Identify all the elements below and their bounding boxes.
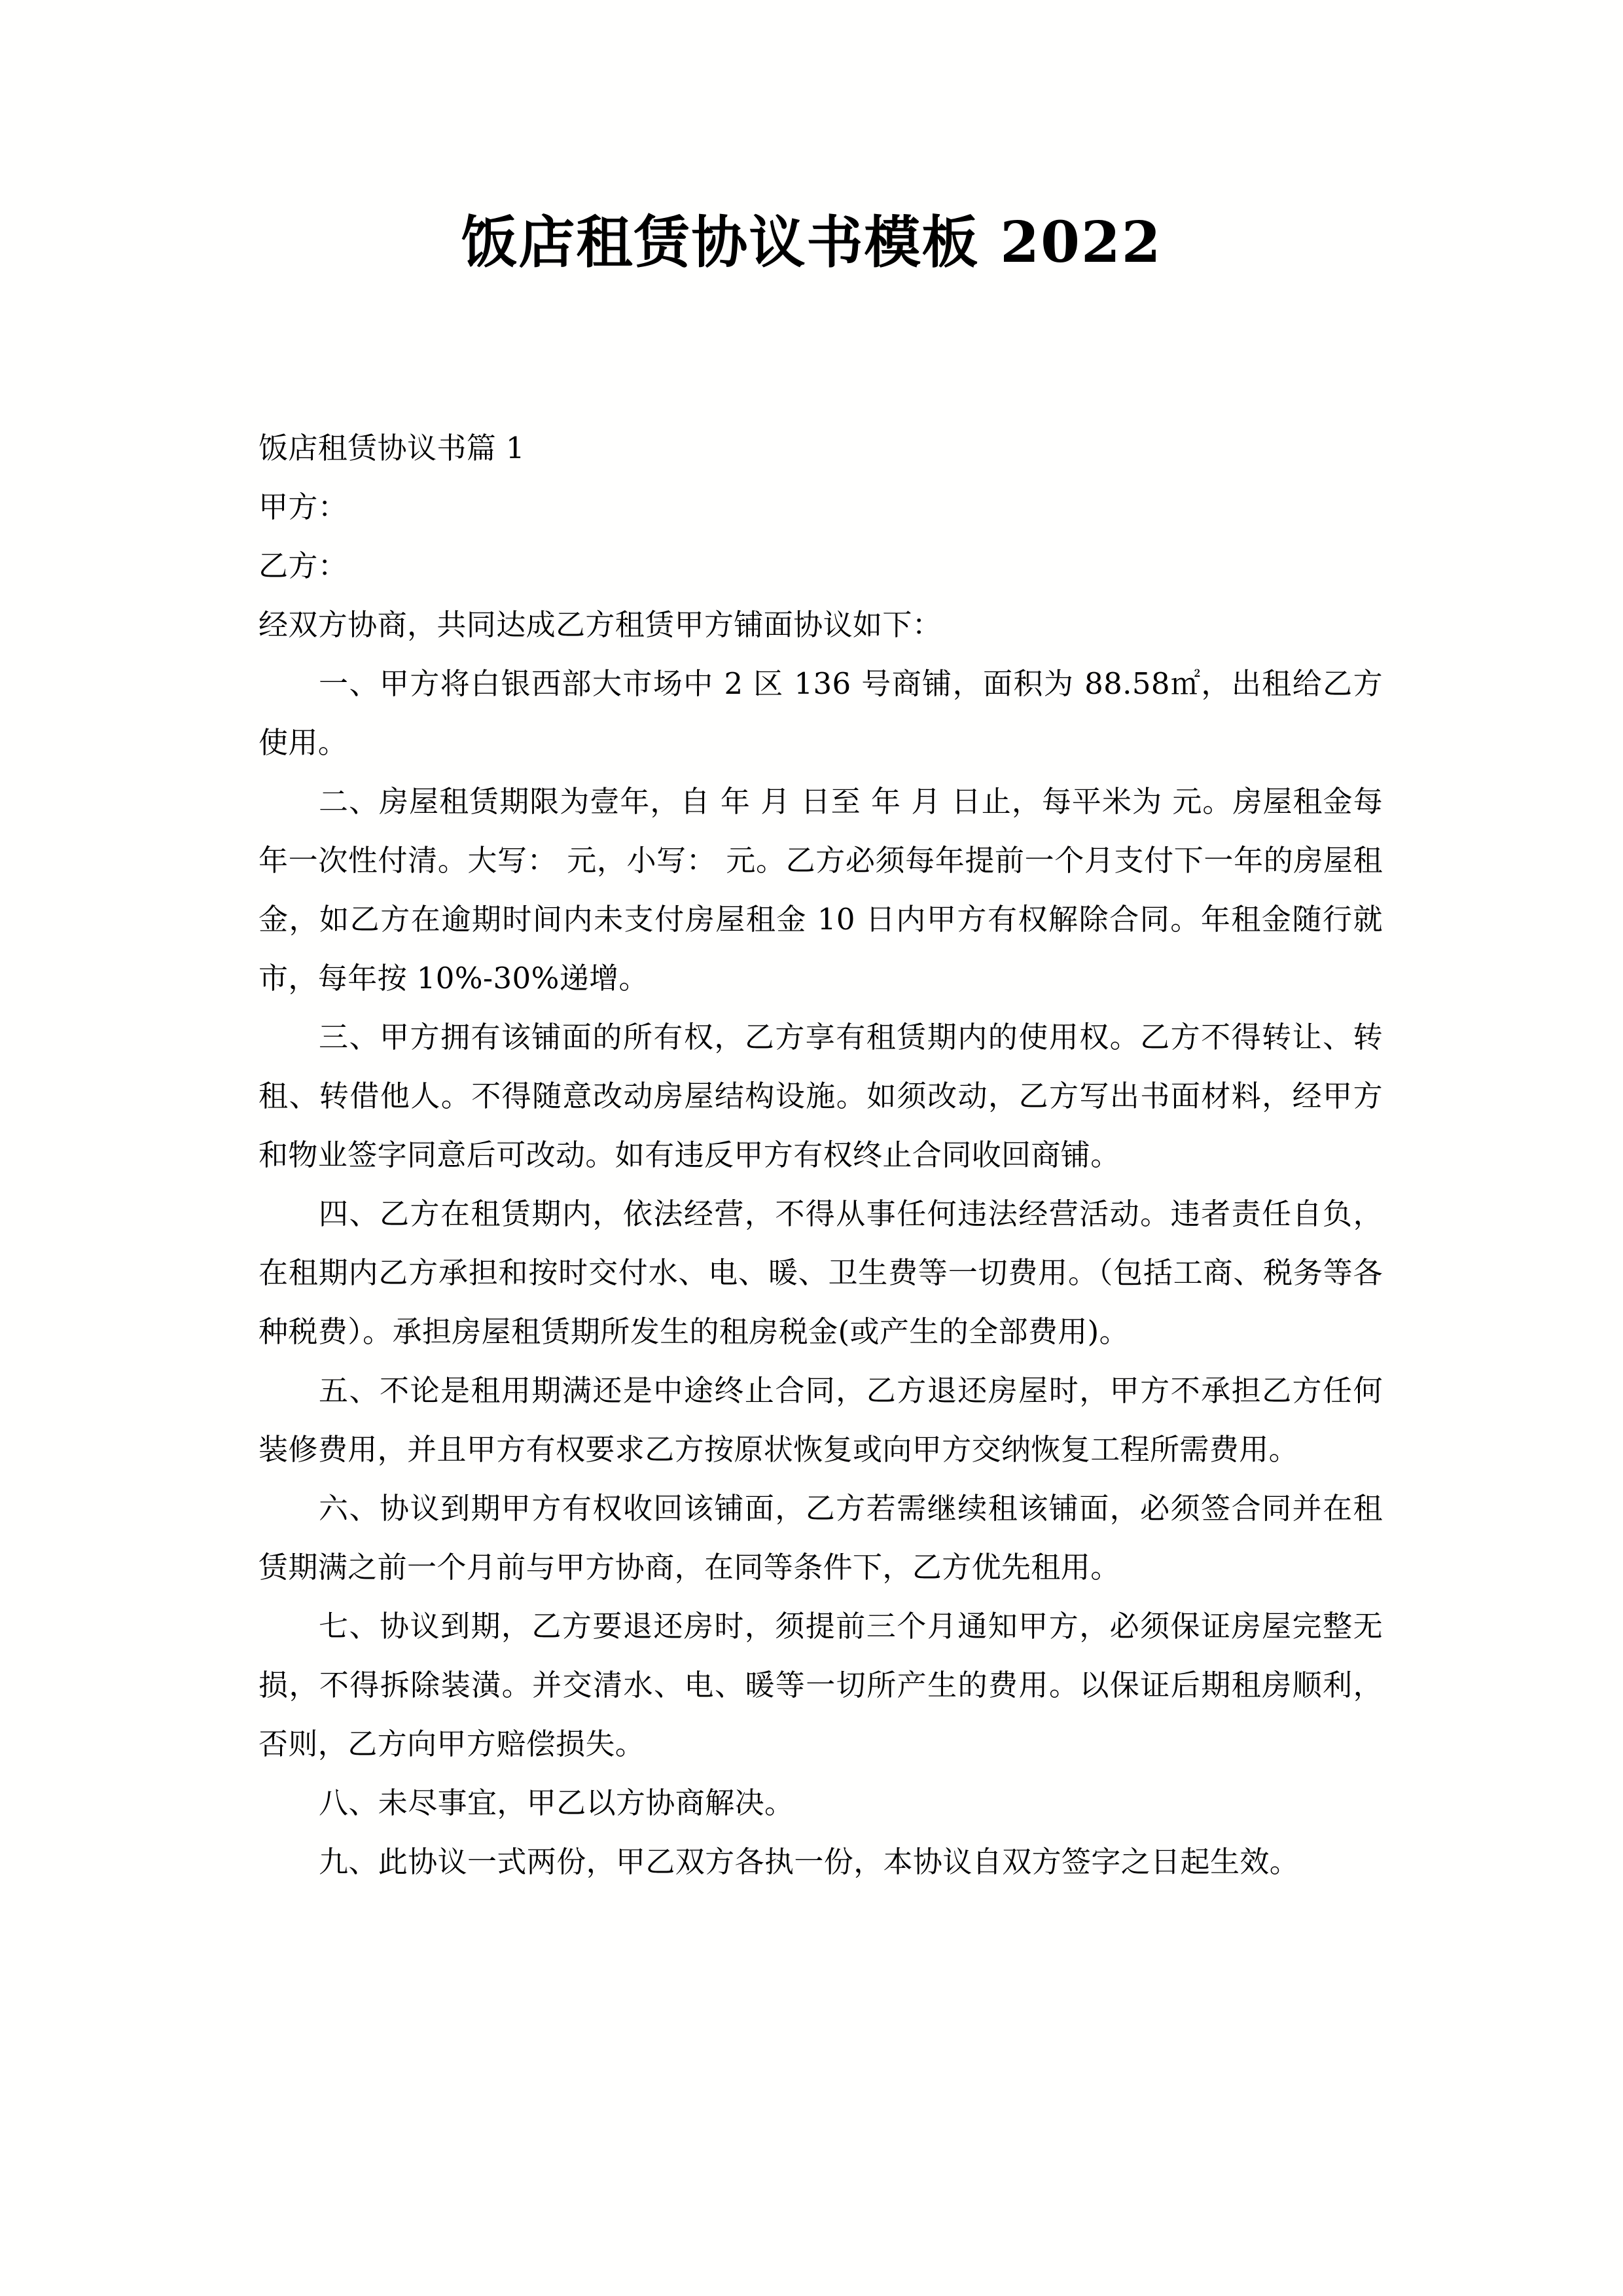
party-a-label: 甲方： [259, 490, 348, 524]
clause-paragraph-6: 六、协议到期甲方有权收回该铺面，乙方若需继续租该铺面，必须签合同并在租赁期满之前一个月前与甲方协商，在同等条件下，乙方优先租用。 [259, 1491, 1383, 1585]
page-title: 饭店租赁协议书模板 2022 [461, 209, 1162, 276]
clause-paragraph-1: 一、甲方将白银西部大市场中 2 区 136 号商铺，面积为 88.58㎡，出租给乙方使用。 [259, 666, 1383, 760]
party-b-label: 乙方： [259, 548, 348, 583]
preamble-paragraph: 经双方协商，共同达成乙方租赁甲方铺面协议如下： [259, 607, 942, 642]
clause-paragraph-7: 七、协议到期，乙方要退还房时，须提前三个月通知甲方，必须保证房屋完整无损，不得拆除装潢。并交清水、电、暖等一切所产生的费用。以保证后期租房顺利，否则，乙方向甲方赔偿损失。 [259, 1609, 1383, 1761]
clause-paragraph-2: 二、房屋租赁期限为壹年，自 年 月 日至 年 月 日止，每平米为 元。房屋租金每年一次性付清。大写： 元，小写： 元。乙方必须每年提前一个月支付下一年的房屋租金，如乙方在逾期时间内未支付房屋租金 10 日内甲方有权解除合同。年租金随行就市，每年按 10%-30%递增。 [259, 784, 1383, 996]
clause-paragraph-9: 九、此协议一式两份，甲乙双方各执一份，本协议自双方签字之日起生效。 [319, 1844, 1300, 1879]
clause-paragraph-4: 四、乙方在租赁期内，依法经营，不得从事任何违法经营活动。违者责任自负，在租期内乙方承担和按时交付水、电、暖、卫生费等一切费用。（包括工商、税务等各种税费）。承担房屋租赁期所发生的租房税金(或产生的全部费用)。 [259, 1196, 1383, 1349]
clause-paragraph-3: 三、甲方拥有该铺面的所有权，乙方享有租赁期内的使用权。乙方不得转让、转租、转借他人。不得随意改动房屋结构设施。如须改动，乙方写出书面材料，经甲方和物业签字同意后可改动。如有违反甲方有权终止合同收回商铺。 [259, 1020, 1383, 1172]
clause-paragraph-8: 八、未尽事宜，甲乙以方协商解决。 [319, 1785, 794, 1820]
document-body [259, 419, 1383, 1892]
clause-paragraph-5: 五、不论是租用期满还是中途终止合同，乙方退还房屋时，甲方不承担乙方任何装修费用，并且甲方有权要求乙方按原状恢复或向甲方交纳恢复工程所需费用。 [259, 1373, 1383, 1467]
section-heading: 饭店租赁协议书篇 1 [259, 431, 525, 465]
